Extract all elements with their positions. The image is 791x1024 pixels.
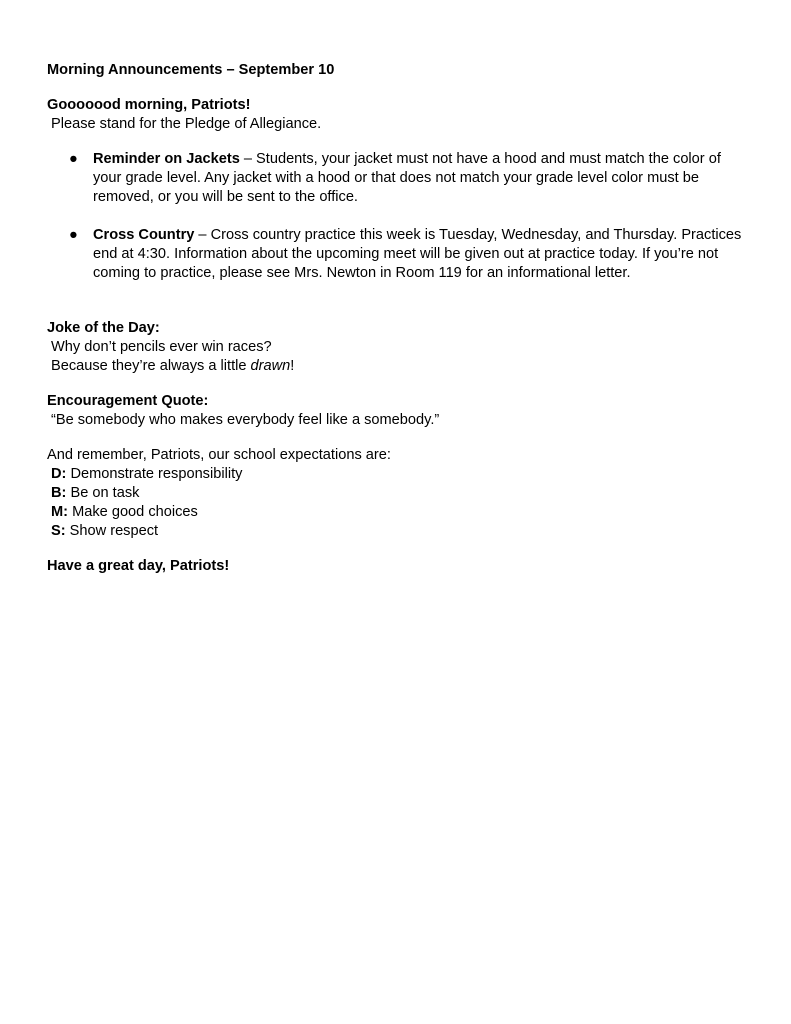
expectation-item: [47, 465, 747, 484]
joke-answer-suffix: !: [290, 358, 295, 374]
bullet-icon: ●: [69, 227, 78, 243]
document-title: Morning Announcements – September 10: [47, 62, 335, 78]
bullet-text: Cross country practice this week is Tuesday, Wednesday, and Thursday. Practices end at 4:30. Information about the upcoming meet will be given out at practice today. If you’re not coming to practice, please see Mrs. Newton in Room 119 for an informational letter.: [93, 227, 742, 281]
bullet-text: Students, your jacket must not have a hood and must match the color of your grade level. Any jacket with a hood or that does not match your grade level color must be removed, or you will be sent to the office.: [93, 151, 721, 205]
list-item-jackets: [47, 150, 743, 207]
quote-text: “Be somebody who makes everybody feel like a somebody.”: [51, 412, 440, 428]
expectation-letter: M:: [51, 504, 69, 520]
expectations-section: [47, 446, 747, 541]
closing-section: [47, 557, 747, 576]
expectation-text: Be on task: [66, 485, 140, 501]
bullet-heading: Reminder on Jackets: [93, 151, 240, 167]
expectation-text: Demonstrate responsibility: [66, 466, 243, 482]
expectation-text: Show respect: [65, 523, 159, 539]
expectation-text: Make good choices: [68, 504, 198, 520]
pledge-text: Please stand for the Pledge of Allegiance.: [51, 116, 322, 132]
quote-section: [47, 392, 747, 430]
expectation-letter: D:: [51, 466, 67, 482]
expectation-item: [47, 503, 747, 522]
bullet-heading: Cross Country: [93, 227, 195, 243]
joke-answer: [47, 357, 747, 376]
joke-answer-prefix: Because they’re always a little: [51, 358, 251, 374]
greeting-text: Gooooood morning, Patriots!: [47, 97, 251, 113]
expectation-item: [47, 484, 747, 503]
bullet-separator: –: [239, 151, 257, 167]
list-item-cross-country: [47, 226, 743, 283]
joke-section: [47, 319, 747, 376]
expectation-item: [47, 522, 747, 541]
bullet-separator: –: [194, 227, 211, 243]
joke-answer-italic: drawn: [250, 358, 291, 374]
greeting-block: [47, 96, 747, 134]
announcement-document: [47, 61, 747, 576]
joke-heading: Joke of the Day:: [47, 320, 160, 336]
quote-heading: Encouragement Quote:: [47, 393, 209, 409]
expectation-letter: B:: [51, 485, 67, 501]
expectations-intro: And remember, Patriots, our school expectations are:: [47, 447, 391, 463]
closing-text: Have a great day, Patriots!: [47, 558, 230, 574]
bullet-icon: ●: [69, 151, 78, 167]
announcement-list: [47, 150, 747, 283]
expectation-letter: S:: [51, 523, 66, 539]
joke-question: Why don’t pencils ever win races?: [51, 339, 272, 355]
